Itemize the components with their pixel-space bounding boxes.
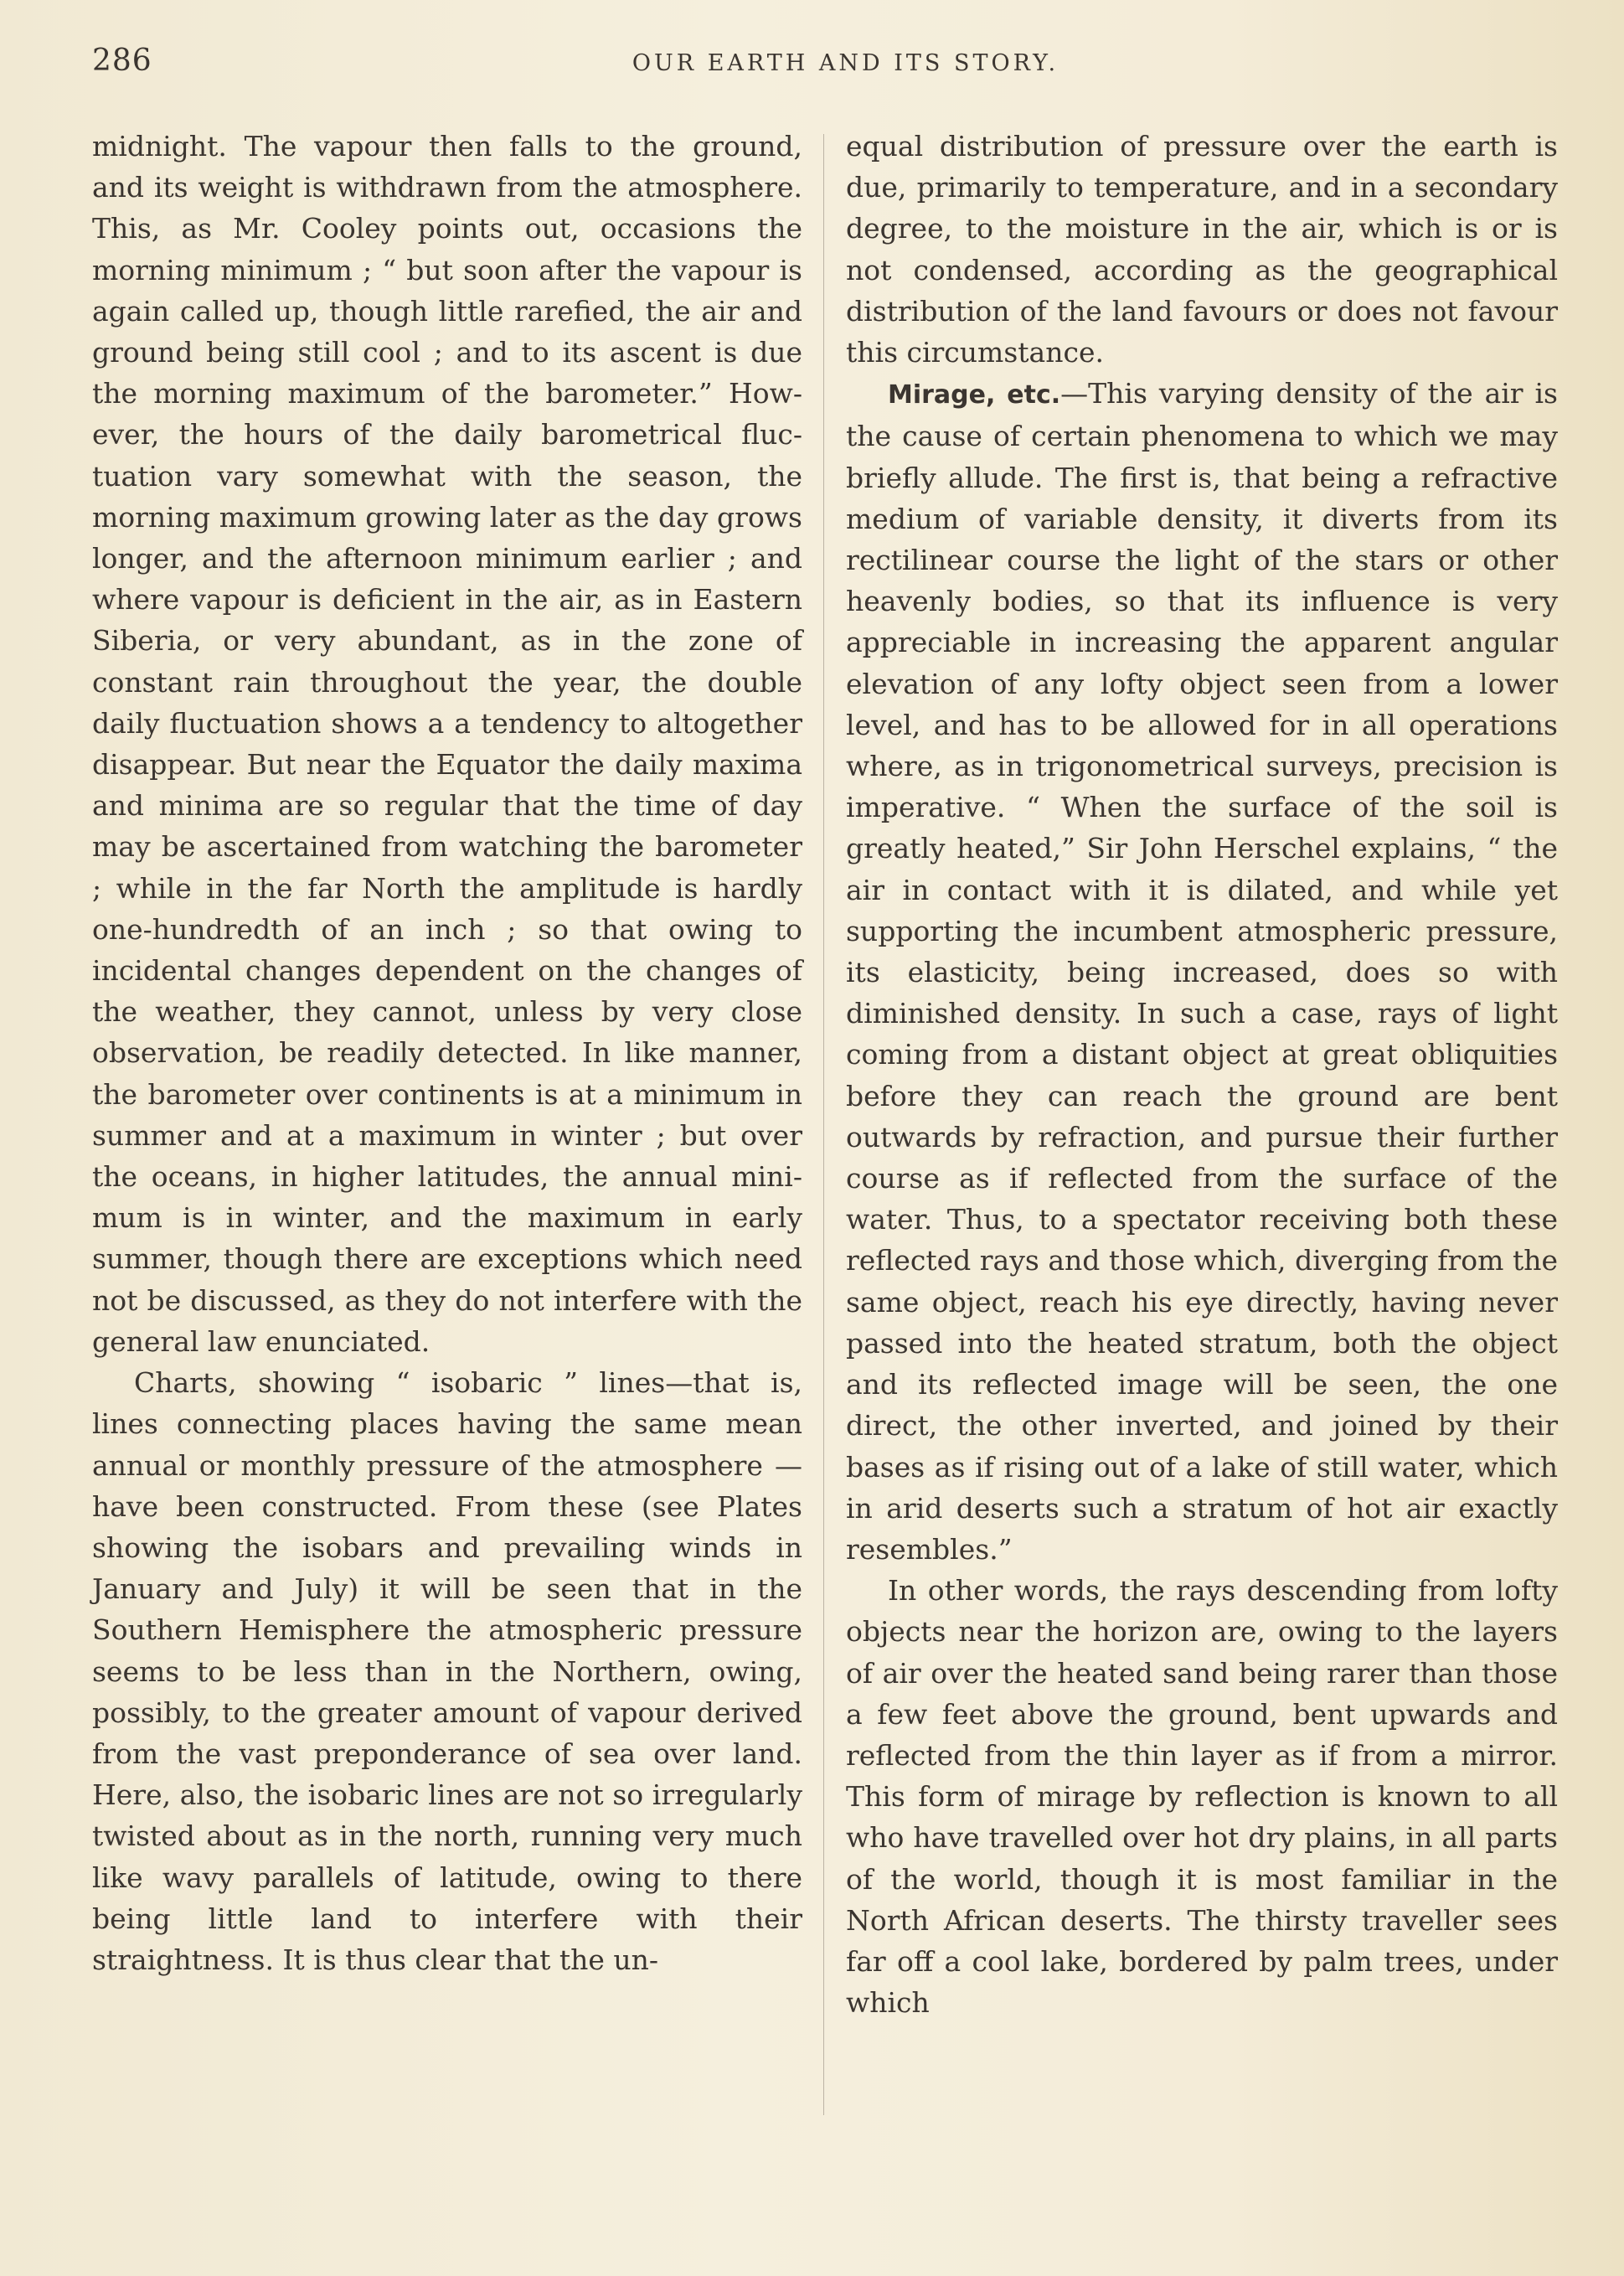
running-title: OUR EARTH AND ITS STORY. bbox=[632, 50, 1059, 76]
section-heading: Mirage, etc. bbox=[888, 380, 1061, 410]
body-paragraph: midnight. The vapour then falls to the ground, and its weight is withdrawn from the atmosphere. This, as Mr. Cooley points out, occasions the morning minimum ; “ but soon after the vapour is again called up, though little rarefied, the air and ground being still cool ; and to its ascent is due the morning maximum of the barometer.” However, the hours of the daily barometrical fluctuation vary somewhat with the season, the morning maximum growing later as the day grows longer, and the afternoon minimum earlier ; and where vapour is deficient in the air, as in Eastern Siberia, or very abundant, as in the zone of constant rain throughout the year, the double daily fluctuation shows a a tendency to altogether disappear. But near the Equator the daily maxima and minima are so regular that the time of day may be ascertained from watching the barometer ; while in the far North the amplitude is hardly one-hundredth of an inch ; so that owing to incidental changes dependent on the changes of the weather, they cannot, unless by very close observation, be readily detected. In like manner, the barometer over continents is at a minimum in summer and at a maximum in winter ; but over the oceans, in higher latitudes, the annual minimum is in winter, and the maximum in early summer, though there are exceptions which need not be discussed, as they do not interfere with the general law enunciated. bbox=[92, 130, 802, 1358]
page-number: 286 bbox=[92, 44, 152, 78]
right-column bbox=[846, 126, 1558, 2023]
section-paragraph-text: —This varying density of the air is the cause of certain phenomena to which we may briefly allude. The first is, that being a refractive medium of variable density, it diverts from its rectilinear course the light of the stars or other heavenly bodies, so that its influence is very appreciable in increasing the apparent angular elevation of any lofty object seen from a lower level, and has to be allowed for in all operations where, as in trigonometrical surveys, precision is imperative. “ When the surface of the soil is greatly heated,” Sir John Herschel explains, “ the air in contact with it is dilated, and while yet supporting the incumbent atmospheric pressure, its elasticity, being increased, does so with diminished density. In such a case, rays of light coming from a distant object at great obliquities before they can reach the ground are bent outwards by refraction, and pursue their further course as if reflected from the surface of the water. Thus, to a spectator receiving both these reflected rays and those which, diverging from the same object, reach his eye directly, having never passed into the heated stratum, both the object and its reflected image will be seen, the one direct, the other inverted, and joined by their bases as if rising out of a lake of still water, which in arid deserts such a stratum of hot air exactly resembles.” bbox=[846, 377, 1558, 1566]
body-paragraph: In other words, the rays descending from lofty objects near the horizon are, owing to the layers of air over the heated sand being rarer than those a few feet above the ground, bent upwards and reflected from the thin layer as if from a mirror. This form of mirage by reflection is known to all who have travelled over hot dry plains, in all parts of the world, though it is most familiar in the North African deserts. The thirsty traveller sees far off a cool lake, bordered by palm trees, under which bbox=[846, 1574, 1558, 2020]
mirage-paragraph bbox=[846, 373, 1558, 1570]
left-column bbox=[92, 126, 802, 1980]
column-divider bbox=[823, 134, 824, 2115]
body-paragraph: equal distribution of pressure over the earth is due, primarily to temperature, and in a secondary degree, to the moisture in the air, which is or is not condensed, according as the geographical distribution of the land favours or does not favour this circumstance. bbox=[846, 130, 1558, 369]
body-paragraph: Charts, showing “ isobaric ” lines—that is, lines connecting places having the same mean annual or monthly pressure of the atmosphere —have been constructed. From these (see Plates showing the isobars and prevailing winds in January and July) it will be seen that in the Southern Hemisphere the atmospheric pressure seems to be less than in the Northern, owing, possibly, to the greater amount of vapour derived from the vast preponderance of sea over land. Here, also, the isobaric lines are not so irregularly twisted about as in the north, running very much like wavy parallels of latitude, owing to there being little land to interfere with their straightness. It is thus clear that the un- bbox=[92, 1366, 802, 1976]
